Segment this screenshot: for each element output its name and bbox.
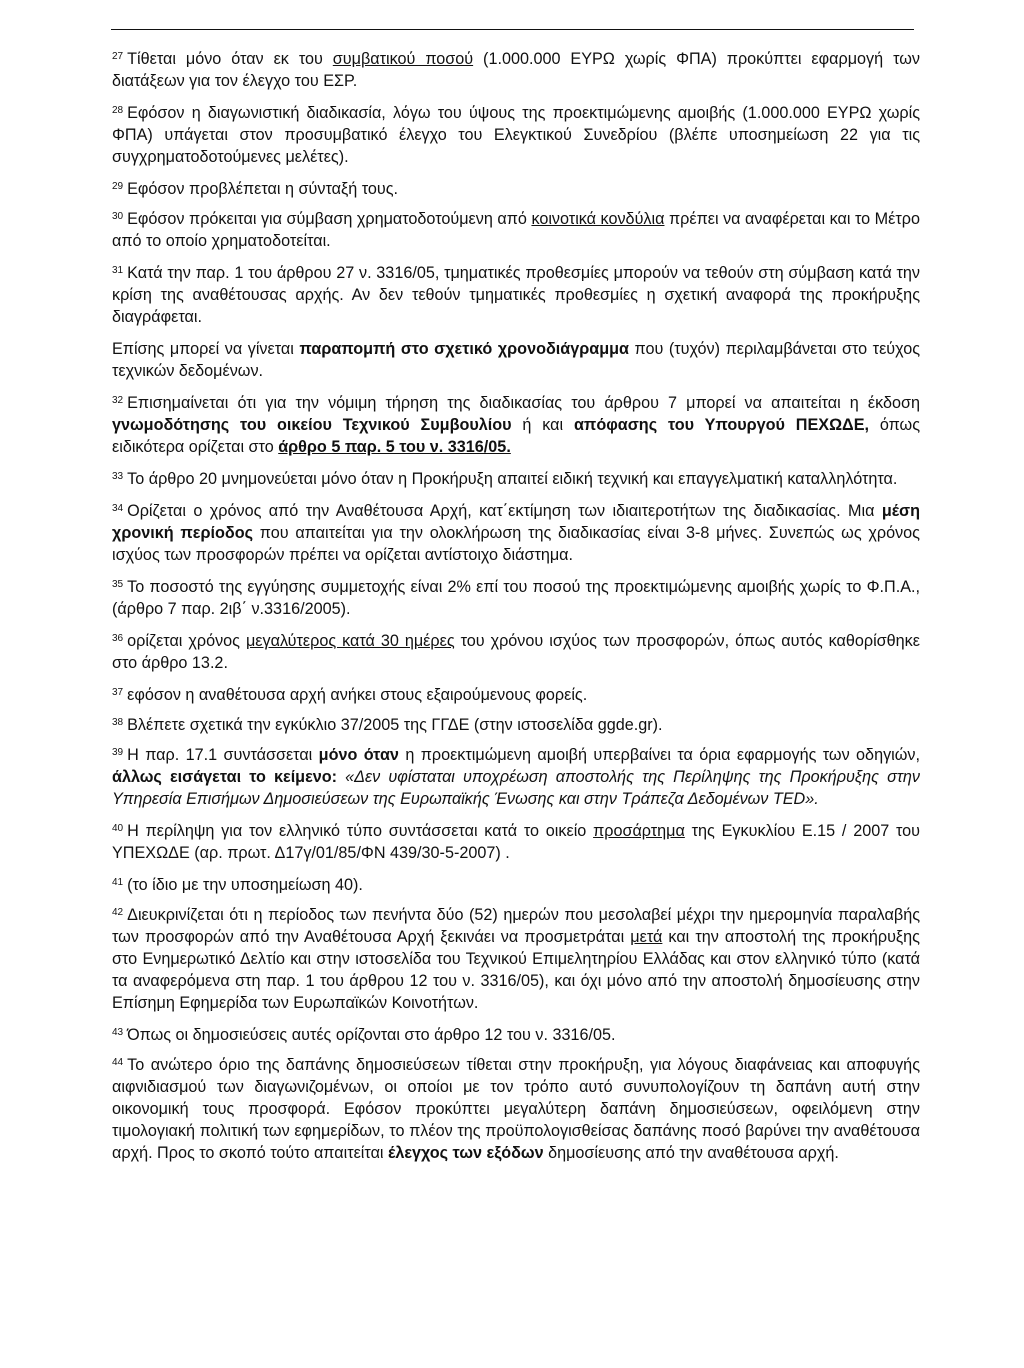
footnote-text: Επίσης μπορεί να γίνεται — [112, 340, 300, 358]
underlined-text: κοινοτικά κονδύλια — [531, 210, 665, 228]
footnote-text: Βλέπετε σχετικά την εγκύκλιο 37/2005 της ΓΓΔΕ (στην ιστοσελίδα ggde.gr). — [127, 716, 663, 734]
footnote-number: 31 — [112, 264, 124, 276]
footnote-31 — [112, 262, 920, 328]
footnote-text: Τίθεται μόνο όταν εκ του — [127, 50, 333, 68]
footnote-text: Εφόσον προβλέπεται η σύνταξή τους. — [127, 180, 399, 198]
emphasis-text: μόνο όταν — [318, 746, 399, 764]
emphasis-text: απόφασης του Υπουργού ΠΕΧΩΔΕ, — [573, 416, 869, 434]
footnote-text: Εφόσον πρόκειται για σύμβαση χρηματοδοτούμενη από — [127, 210, 532, 228]
footnote-number: 32 — [112, 394, 124, 406]
footnote-number: 35 — [112, 578, 124, 590]
footnote-text: δημοσίευσης από την αναθέτουσα αρχή. — [543, 1144, 839, 1162]
footnote-number: 29 — [112, 180, 124, 192]
footnote-number: 34 — [112, 502, 124, 514]
footnote-number: 41 — [112, 876, 124, 888]
footnote-43 — [112, 1024, 920, 1046]
footnote-text: Διευκρινίζεται ότι η περίοδος των πενήντα δύο (52) ημερών που μεσολαβεί μέχρι την ημερομηνία παραλαβής των προσφορών από την Αναθέτουσα Αρχή ξεκινάει να προσμετράται — [112, 906, 920, 946]
emphasis-text: έλεγχος των εξόδων — [388, 1144, 544, 1162]
footnote-27 — [112, 48, 920, 92]
underlined-text: μετά — [630, 928, 663, 946]
footnote-40 — [112, 820, 920, 864]
footnotes-section — [112, 48, 920, 1174]
footnote-text: η προεκτιμώμενη αμοιβή υπερβαίνει τα όρια εφαρμογής των οδηγιών, — [398, 746, 920, 764]
footnote-text: Κατά την παρ. 1 του άρθρου 27 ν. 3316/05, τμηματικές προθεσμίες μπορούν να τεθούν στη σύμβαση κατά την κρίση της αναθέτουσας αρχής. Αν δεν τεθούν τμηματικές προθεσμίες η σχετική αναφορά της προκήρυξης διαγράφεται. — [112, 264, 920, 326]
footnote-text: ορίζεται χρόνος — [127, 632, 246, 650]
footnote-text: Όπως οι δημοσιεύσεις αυτές ορίζονται στο άρθρο 12 του ν. 3316/05. — [127, 1026, 616, 1044]
footnote-number: 27 — [112, 50, 124, 62]
footnote-text: «Δεν υφίσταται υποχρέωση αποστολής της Περίληψης της Προκήρυξης στην Υπηρεσία Επισήμων Δημοσιεύσεων της Ευρωπαϊκής Ένωσης και στην Τράπεζα Δεδομένων TED». — [112, 768, 920, 808]
emphasis-text: μέση χρονική περίοδος — [112, 502, 920, 542]
footnote-39 — [112, 744, 920, 810]
footnote-number: 43 — [112, 1026, 124, 1038]
underlined-text: προσάρτημα — [593, 822, 685, 840]
emphasis-text: άρθρο 5 παρ. 5 του ν. 3316/05. — [278, 438, 511, 456]
footnote-text: ή και — [511, 416, 574, 434]
footnote-text: της Εγκυκλίου Ε.15 / 2007 του ΥΠΕΧΩΔΕ (αρ. πρωτ. Δ17γ/01/85/ΦΝ 439/30-5-2007) . — [112, 822, 920, 862]
footnote-number: 37 — [112, 686, 124, 698]
footnote-text: (το ίδιο με την υποσημείωση 40). — [127, 876, 363, 894]
footnote-text: Επισημαίνεται ότι για την νόμιμη τήρηση της διαδικασίας του άρθρου 7 μπορεί να απαιτείται η έκδοση — [127, 394, 920, 412]
footnote-29 — [112, 178, 920, 200]
footnote-38 — [112, 714, 920, 736]
footnote-text: Το ανώτερο όριο της δαπάνης δημοσιεύσεων τίθεται στην προκήρυξη, για λόγους διαφάνειας και αποφυγής αιφνιδιασμού των διαγωνιζομένων, οι οποίοι με τον τρόπο αυτό συνυπολογίζουν τη δαπάνη αυτή στην οικονομική τους προσφορά. Εφόσον προκύπτει μεγαλύτερη δαπάνη δημοσιεύσεων, οφειλόμενη στην τιμολογιακή πολιτική των εφημερίδων, το πλέον της προϋπολογισθείσας δαπάνης ποσό βαρύνει την αναθέτουσα αρχή. Προς το σκοπό τούτο απαιτείται — [112, 1056, 920, 1162]
footnote-separator-line — [111, 29, 914, 30]
emphasis-text: άλλως εισάγεται το κείμενο: — [112, 768, 338, 786]
footnote-text: που απαιτείται για την ολοκλήρωση της διαδικασίας είναι 3-8 μήνες. Συνεπώς ως χρόνος ισχύος των προσφορών πρέπει να ορίζεται αντίστοιχο διάστημα. — [112, 524, 920, 564]
footnote-34 — [112, 500, 920, 566]
footnote-number: 28 — [112, 104, 124, 116]
footnote-36 — [112, 630, 920, 674]
footnote-28 — [112, 102, 920, 168]
footnote-33 — [112, 468, 920, 490]
footnote-41 — [112, 874, 920, 896]
footnote-text: όπως ειδικότερα ορίζεται στο — [112, 416, 920, 456]
footnote-text: και την αποστολή της προκήρυξης στο Ενημερωτικό Δελτίο και στην ιστοσελίδα του Τεχνικού Επιμελητηρίου Ελλάδας και στον ελληνικό τύπο (κατά τα αναφερόμενα στη παρ. 1 του άρθρου 12 του ν. 3316/05), και όχι μόνο από την αποστολή δημοσίευσης στην Επίσημη Εφημερίδα των Ευρωπαϊκών Κοινοτήτων. — [112, 928, 920, 1012]
footnote-text: πρέπει να αναφέρεται και το Μέτρο από το οποίο χρηματοδοτείται. — [112, 210, 920, 250]
footnote-37 — [112, 684, 920, 706]
emphasis-text: παραπομπή στο σχετικό χρονοδιάγραμμα — [299, 340, 629, 358]
footnote-text: Το ποσοστό της εγγύησης συμμετοχής είναι 2% επί του ποσού της προεκτιμώμενης αμοιβής χωρίς το Φ.Π.Α., (άρθρο 7 παρ. 2ιβ΄ ν.3316/2005). — [112, 578, 920, 618]
footnote-text: Το άρθρο 20 μνημονεύεται μόνο όταν η Προκήρυξη απαιτεί ειδική τεχνική και επαγγελματική καταλληλότητα. — [127, 470, 898, 488]
footnote-32 — [112, 392, 920, 458]
footnote-continuation — [112, 338, 920, 382]
footnote-number: 30 — [112, 210, 124, 222]
emphasis-text: γνωμοδότησης του οικείου Τεχνικού Συμβουλίου — [112, 416, 512, 434]
footnote-text: Η παρ. 17.1 συντάσσεται — [127, 746, 319, 764]
footnote-number: 38 — [112, 716, 124, 728]
footnote-30 — [112, 208, 920, 252]
footnote-number: 39 — [112, 746, 124, 758]
footnote-text: Η περίληψη για τον ελληνικό τύπο συντάσσεται κατά το οικείο — [127, 822, 594, 840]
footnote-text: που (τυχόν) περιλαμβάνεται στο τεύχος τεχνικών δεδομένων. — [112, 340, 921, 380]
footnote-number: 36 — [112, 632, 124, 644]
footnote-number: 33 — [112, 470, 124, 482]
footnote-number: 42 — [112, 906, 124, 918]
footnote-42 — [112, 904, 920, 1014]
footnote-text: Εφόσον η διαγωνιστική διαδικασία, λόγω του ύψους της προεκτιμώμενης αμοιβής (1.000.000 ΕΥΡΩ χωρίς ΦΠΑ) υπάγεται στον προσυμβατικό έλεγχο του Ελεγκτικού Συνεδρίου (βλέπε υποσημείωση 22 για τις συγχρηματοδοτούμενες μελέτες). — [112, 104, 920, 166]
footnote-44 — [112, 1054, 920, 1164]
footnote-number: 44 — [112, 1056, 124, 1068]
footnote-35 — [112, 576, 920, 620]
underlined-text: συμβατικού ποσού — [332, 50, 474, 68]
underlined-text: μεγαλύτερος κατά 30 ημέρες — [245, 632, 455, 650]
footnote-text: εφόσον η αναθέτουσα αρχή ανήκει στους εξαιρούμενους φορείς. — [127, 686, 588, 704]
footnote-number: 40 — [112, 822, 124, 834]
footnote-text: (1.000.000 ΕΥΡΩ χωρίς ΦΠΑ) προκύπτει εφαρμογή των διατάξεων για τον έλεγχο του ΕΣΡ. — [112, 50, 920, 90]
footnote-text: Ορίζεται ο χρόνος από την Αναθέτουσα Αρχή, κατ΄εκτίμηση των ιδιαιτεροτήτων της διαδικασίας. Μια — [127, 502, 882, 520]
footnote-text: του χρόνου ισχύος των προσφορών, όπως αυτός καθορίσθηκε στο άρθρο 13.2. — [112, 632, 920, 672]
